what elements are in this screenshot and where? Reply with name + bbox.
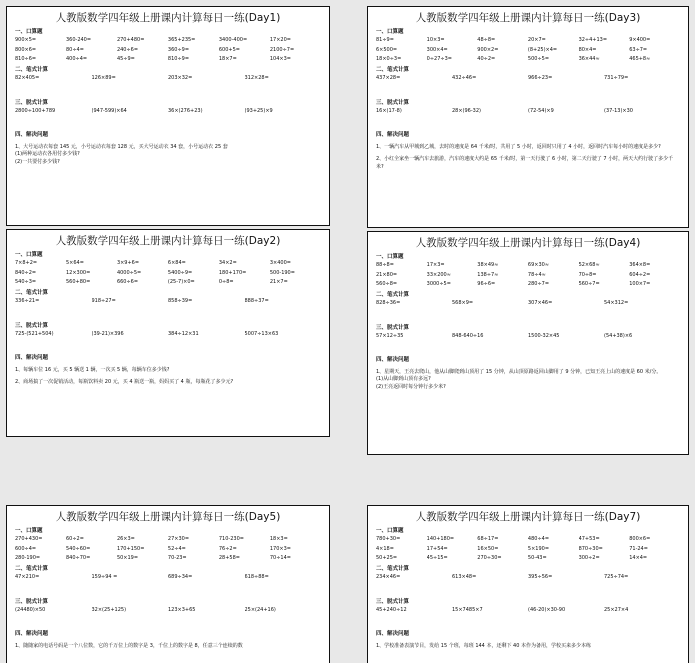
vertical-calc-row: 828÷36= 568×9= 307×46= 54×312=	[376, 299, 629, 306]
section-heading-problems: 四、解决问题	[15, 354, 49, 361]
worksheet-day5	[6, 505, 330, 663]
section-heading-vertical: 二、笔式计算	[376, 66, 410, 73]
oral-row: 270+430= 60÷2= 26×3= 27×30= 710-230= 18×3=	[15, 536, 288, 542]
section-heading-vertical: 二、笔式计算	[15, 66, 49, 73]
mixed-calc-row: (24480)×50 32×(25+125) 123×3+65 25×(24+16)	[15, 607, 276, 614]
mixed-calc-row: 16×(17-8) 28×(96-32) (72-54)×9 (37-13)×30	[376, 108, 633, 115]
vertical-calc-row: 47×210= 159÷94 = 689÷34= 618÷88=	[15, 573, 269, 580]
vertical-calc-row: 234×46= 613×48= 395÷56= 725÷74=	[376, 573, 629, 580]
oral-row: 6×500= 300×4= 900×2= (8+25)×4= 80×4= 63÷7=	[376, 46, 648, 53]
oral-row: 81÷9= 10×3= 48÷8= 20×7= 32÷4+13= 9×400=	[376, 37, 651, 43]
worksheet-day3	[367, 6, 689, 228]
word-problem: 1、星期天，王亮去爬山，他从山脚爬到山顶用了 15 分钟，从山顶原路返回山脚用了 9 分钟，已知王亮上山的速度是 60 米/分。 (1)从山脚到山顶有多远? (2)王亮返回时每分钟行多少米?	[376, 368, 662, 390]
oral-row: 280-190= 840÷70= 50×19= 70-23= 28+58= 70÷14=	[15, 555, 291, 562]
worksheet-day7	[367, 505, 689, 663]
section-heading-oral: 一、口算题	[376, 29, 404, 35]
oral-row: 4×18= 17+54= 16×50= 5×190= 870÷30= 71-24=	[376, 545, 648, 552]
oral-row: 780+30= 140+180= 68÷17= 480÷4= 47+53= 800×6=	[376, 536, 651, 542]
oral-row: 810÷6= 400÷4= 45÷9= 810÷9= 18×7= 104×3=	[15, 56, 291, 63]
section-heading-problems: 四、解决问题	[15, 630, 49, 637]
word-problem: 1、每辆车位 16 元，买 5 辆送 1 辆，一次买 5 辆，每辆车位多少钱?	[15, 366, 170, 373]
worksheet-day4	[367, 231, 689, 455]
oral-row: 600÷4= 540÷60= 170+150= 52÷4= 76÷2= 170×3=	[15, 545, 291, 552]
word-problem: 1、一辆汽车从甲城到乙城，去时的速度是 64 千米/时，共用了 5 小时，返回时只用了 4 小时，返回时汽车每小时的速度是多少?	[376, 143, 661, 150]
section-heading-oral: 一、口算题	[15, 252, 43, 258]
section-heading-mixed: 三、脱式计算	[376, 599, 410, 606]
worksheet-title: 人教版数学四年级上册课内计算每日一练(Day7)	[415, 511, 641, 523]
section-heading-vertical: 二、笔式计算	[376, 291, 410, 298]
worksheet-title: 人教版数学四年级上册课内计算每日一练(Day3)	[415, 12, 641, 24]
section-heading-oral: 一、口算题	[15, 29, 43, 35]
oral-row: 21×80= 33×200≈ 138÷7≈ 78÷4≈ 70÷8= 604÷2=	[376, 271, 651, 278]
oral-row: 560÷8= 3000÷5= 96÷6= 280÷7= 560÷7= 100×7=	[376, 281, 651, 288]
vertical-calc-row: 82×405= 126×89= 203×32= 312×28=	[15, 74, 269, 81]
section-heading-mixed: 三、脱式计算	[15, 323, 49, 330]
section-heading-problems: 四、解决问题	[376, 630, 410, 637]
section-heading-oral: 一、口算题	[376, 254, 404, 260]
oral-row: 88÷8= 17×3= 38×49≈ 69×30≈ 52×68≈ 364×8=	[376, 262, 651, 268]
word-problem: 2、商场搞了一次促销活动，每瓶饮料卖 20 元，买 4 瓶送一瓶，妈妈买了 4 瓶，每瓶花了多少元?	[15, 379, 234, 386]
section-heading-mixed: 三、脱式计算	[15, 100, 49, 107]
section-heading-vertical: 二、笔式计算	[15, 289, 49, 296]
section-heading-vertical: 二、笔式计算	[376, 565, 410, 572]
vertical-calc-row: 336÷21= 918÷27= 858÷39= 888÷37=	[15, 297, 269, 304]
word-problem: 1、学校准备表演节目，发给 15 个班，每班 144 本，还剩下 40 本作为备用，学校买来多少本练	[376, 642, 591, 649]
section-heading-problems: 四、解决问题	[15, 131, 49, 138]
oral-row: 900×5= 360-240= 270+480= 365+235= 3400-400= 17×20=	[15, 37, 291, 43]
oral-row: 800×6= 80÷4= 240÷6= 360÷9= 600+5= 2100÷7=	[15, 46, 295, 53]
oral-row: 50+25= 45÷15= 270÷30= 50-43= 300÷2= 14×4=	[376, 555, 648, 562]
worksheet-title: 人教版数学四年级上册课内计算每日一练(Day4)	[415, 237, 641, 249]
oral-row: 18×0÷3= 0÷27÷3= 40÷2= 500÷5= 36×44≈ 465+8≈	[376, 56, 651, 63]
section-heading-mixed: 三、脱式计算	[15, 599, 49, 606]
mixed-calc-row: 2800÷100+789 (947-599)×64 36×(276+23) (93+25)×9	[15, 108, 273, 115]
oral-row: 840÷2= 12×300= 4000÷5= 5400÷9= 180+170= 500-190=	[15, 269, 295, 276]
section-heading-problems: 四、解决问题	[376, 356, 410, 363]
worksheet-title: 人教版数学四年级上册课内计算每日一练(Day1)	[55, 12, 281, 24]
worksheet-title: 人教版数学四年级上册课内计算每日一练(Day5)	[55, 511, 281, 523]
section-heading-vertical: 二、笔式计算	[15, 565, 49, 572]
section-heading-mixed: 三、脱式计算	[376, 325, 410, 332]
section-heading-oral: 一、口算题	[376, 528, 404, 534]
worksheet-title: 人教版数学四年级上册课内计算每日一练(Day2)	[55, 235, 281, 247]
worksheet-day2	[6, 229, 330, 437]
oral-row: 7×8+2= 5×64= 3×9+6= 6×84= 34×2= 3×400=	[15, 260, 291, 266]
word-problem: 1、随随家的电话号码是一个八位数，它的千万位上的数字是 3，千位上的数字是 8，任意三个连续的数	[15, 642, 243, 649]
word-problem: 2、小红全家坐一辆汽车去旅游，汽车的速度大约是 65 千米/时，第一天行驶了 6 小时，第二天行驶了 7 小时，两天大约行驶了多少千米?	[376, 156, 674, 170]
word-problem: 1、大号运动衣每套 145 元，小号运动衣每套 128 元，买大号运动衣 34 套，小号运动衣 25 套 (1)两种运动衣各用付多少钱? (2)一共要付多少钱?	[15, 143, 228, 165]
oral-row: 540÷3= 560+80= 660÷6= (25-7)×0= 0÷8= 21×7=	[15, 279, 288, 286]
worksheet-day1	[6, 6, 330, 226]
mixed-calc-row: 57×12÷35 848-640÷16 1500-32×45 (54+38)×6	[376, 333, 633, 340]
section-heading-oral: 一、口算题	[15, 528, 43, 534]
section-heading-mixed: 三、脱式计算	[376, 100, 410, 107]
mixed-calc-row: 45+240÷12 15×7485×7 (46-20)×30-90 25×27×4	[376, 607, 629, 614]
section-heading-problems: 四、解决问题	[376, 131, 410, 138]
mixed-calc-row: 725-(521+504) (39-21)×396 384÷12×31 5007÷13×63	[15, 331, 279, 338]
vertical-calc-row: 437×28= 432÷46= 966÷23= 731÷79=	[376, 74, 629, 81]
